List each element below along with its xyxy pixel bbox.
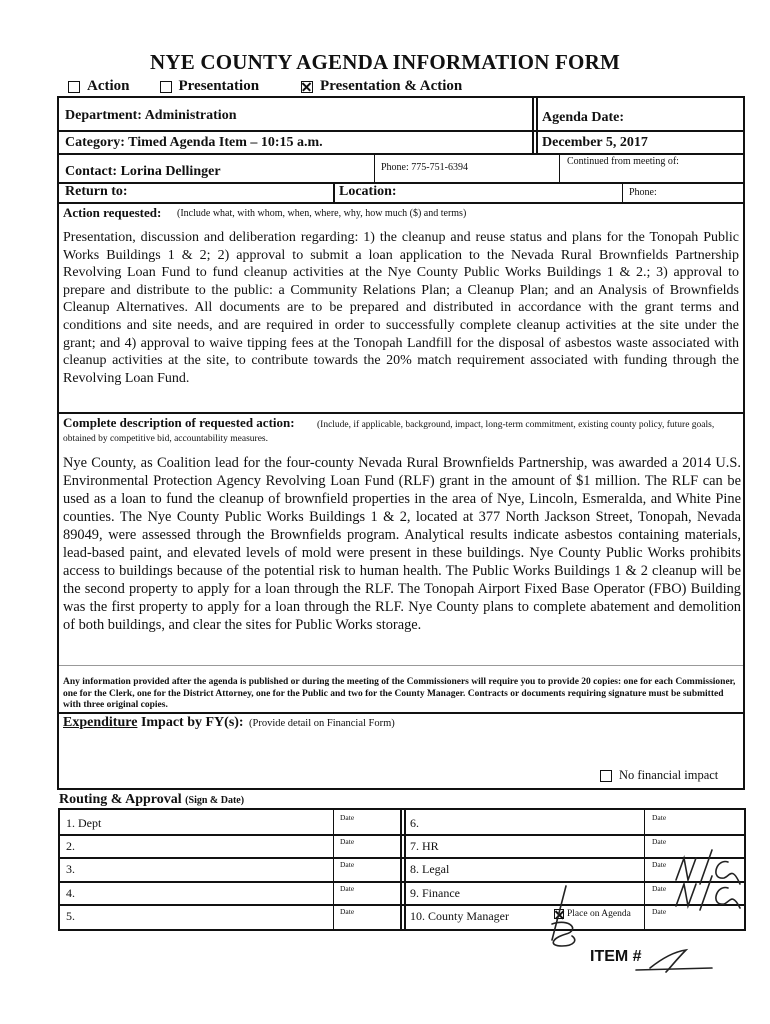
action-requested-label: Action requested: [63,205,162,220]
agenda-date-value: December 5, 2017 [542,135,648,150]
routing-finance: 9. Finance [410,886,460,900]
option-label: Presentation [178,78,260,94]
date-label: Date [652,884,667,893]
date-label: Date [340,813,355,822]
form-title: NYE COUNTY AGENDA INFORMATION FORM [150,50,620,74]
date-label: Date [340,860,355,869]
routing-3: 3. [66,862,75,876]
copies-notice: Any information provided after the agenda is published or during the meeting of the Commissioners will require you to provide 20 copies: one for each Commissioner, one for the Clerk, one for the District Attorney, one for the Public and two for the County Manager. Contracts or documents requiring signature must be submitted with three original copies. [63,677,736,710]
date-label: Date [652,860,667,869]
date-label: Date [340,907,355,916]
county-manager-label: 10. County Manager [410,909,509,923]
date-label: Date [652,837,667,846]
item-number-label [590,948,642,966]
date-label: Date [340,837,355,846]
handwriting-hr [676,846,677,847]
expenditure-hint: (Provide detail on Financial Form) [249,718,395,729]
description-text: Nye County, as Coalition lead for the four-county Nevada Rural Brownfields Partnership, was awarded a 2014 U.S. Environmental Protection Agency Revolving Loan Fund (RLF) grant in the amount of $1 million. The RLF can be used as a loan to fund the cleanup of brownfield properties in the area of Nye, Lincoln, Esmeralda, and White Pine counties. The Nye County Public Works Buildings 1 & 2, located at 377 North Jackson Street, Tonopah, Nevada 89049, were assessed through the Brownfields program. Analytical results indicate asbestos containing materials, lead-based paint, and elevated levels of mold were present in these buildings. Nye County Public Works prohibits access to buildings because of the potential risk to human health. The Public Works Buildings 1 & 2 cleanup will be the second property to apply for a loan through the RLF. The Tonopah Airport Fixed Base Operator (FBO) Building was the first property to apply for a loan through the RLF. Nye County plans to complete abatement and demolition of both buildings, and clear the sites for Public Works storage. [63,455,741,633]
routing-4: 4. [66,886,75,900]
category-field: Category: Timed Agenda Item – 10:15 a.m. [65,135,323,150]
routing-5: 5. [66,909,75,923]
option-label: Action [87,78,130,94]
item-number [666,950,667,951]
routing-6: 6. [410,816,419,830]
no-impact-label: No financial impact [619,768,719,782]
signature-drawing [552,850,740,972]
handwriting-legal [676,874,677,875]
place-on-agenda-label: Place on Agenda [567,909,631,919]
description-hint: (Include, if applicable, background, impact, long-term commitment, existing county policy, future goals, obtained by competitive bid, accountability measures. [63,420,715,444]
option-label: Presentation & Action [320,78,463,94]
routing-dept: 1. Dept [66,816,102,830]
agenda-date-label: Agenda Date: [542,110,625,125]
description-label: Complete description of requested action: [63,415,295,430]
date-label: Date [652,813,667,822]
routing-legal: 8. Legal [410,862,450,876]
continued-from-field: Continued from meeting of: [567,156,679,167]
routing-hr: 7. HR [410,839,439,853]
phone-field: Phone: 775-751-6394 [381,162,468,173]
routing-title-text: Routing & Approval [59,792,182,807]
item-label: ITEM # [590,948,642,965]
date-label: Date [652,907,667,916]
expenditure-underlined: Expenditure [63,715,138,730]
contact-field: Contact: Lorina Dellinger [65,164,221,179]
action-requested-text: Presentation, discussion and deliberation regarding: 1) the cleanup and reuse status and plans for the Tonopah Public Works Buildings 1 & 2; 2) approval to submit a loan application to the Nevada Rural Brownfields Partnership Revolving Loan Fund to fund cleanup activities at the Nye County Public Works Buildings 1 & 2.; 3) approval to prepare and distribute to the public: a Community Relations Plan; a Cleanup Plan; and an Analysis of Brownfields Cleanup Alternatives. All documents are to be prepared and distributed in accordance with the grant terms and conditions and site needs, and are required in order to successfully complete cleanup activities at the site under the grant; and 4) approval to waive tipping fees at the Tonopah Landfill for the disposal of asbestos waste associated with cleanup activities at the site, to contribute towards the 20% match requirement associated with funding through the Revolving Loan Fund. [63,230,739,386]
routing-2: 2. [66,839,75,853]
department-field: Department: Administration [65,108,237,123]
location-field: Location: [339,184,397,199]
expenditure-rest: Impact by FY(s): [137,715,244,730]
routing-hint: (Sign & Date) [185,795,245,806]
return-to-field: Return to: [65,184,128,199]
phone2-field: Phone: [629,187,657,198]
date-label: Date [340,884,355,893]
action-requested-hint: (Include what, with whom, when, where, why, how much ($) and terms) [177,208,467,219]
